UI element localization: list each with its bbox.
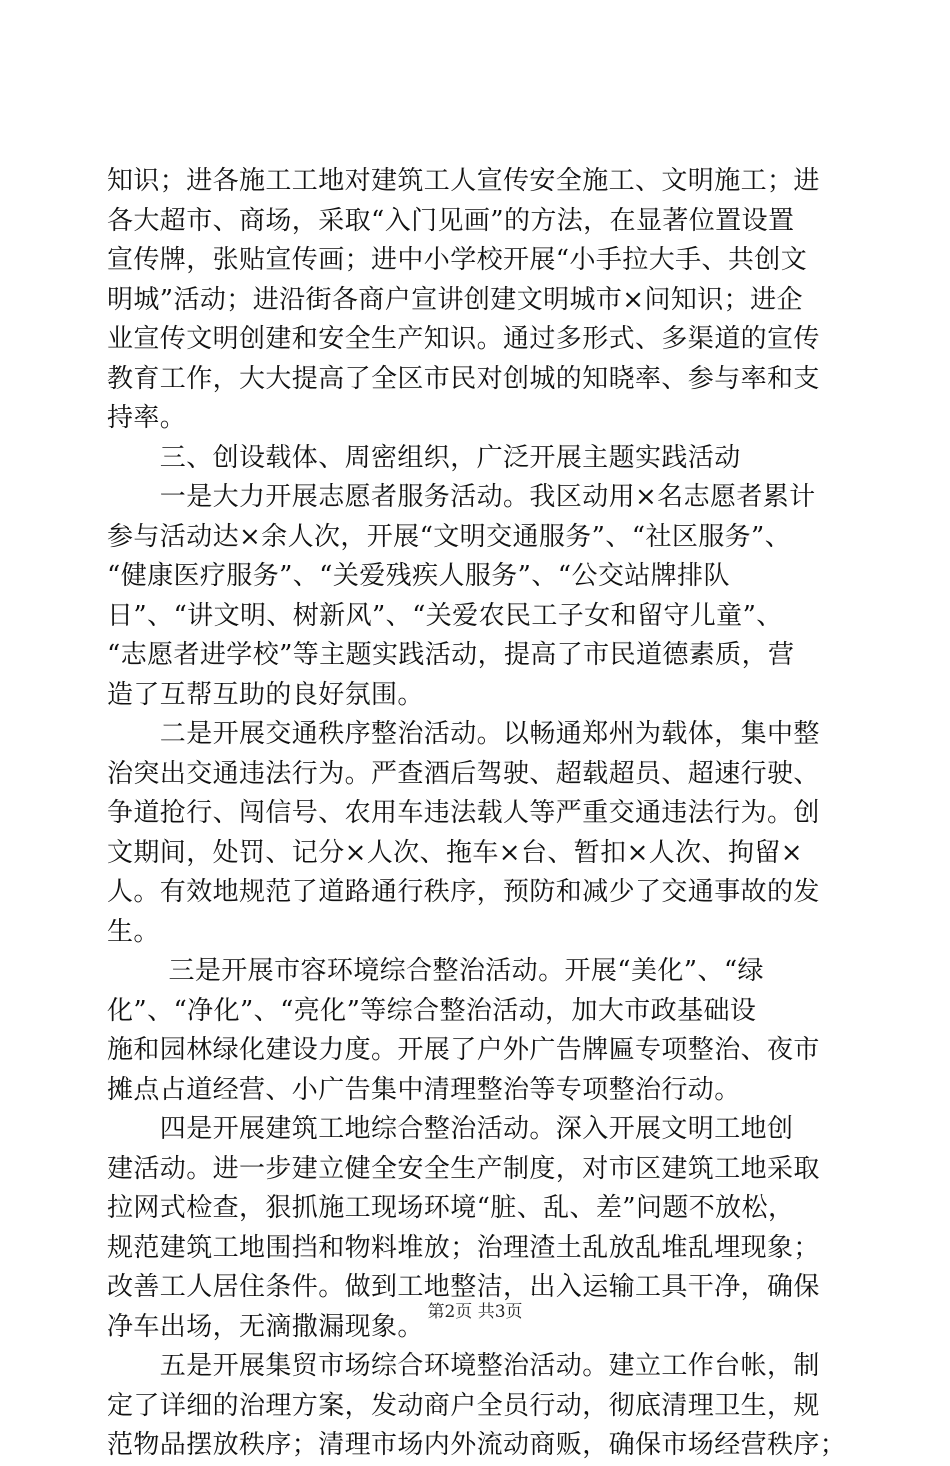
text-line: 文期间，处罚、记分×人次、拖车×台、暂扣×人次、拘留× <box>107 837 803 868</box>
text-line: 生。 <box>107 916 160 947</box>
text-line: 拉网式检查，狠抓施工现场环境“脏、乱、差”问题不放松， <box>107 1193 795 1223</box>
text-line: 知识；进各施工工地对建筑工人宣传安全施工、文明施工；进 <box>107 166 820 196</box>
text-line: 日”、“讲文明、树新风”、“关爱农民工子女和留守儿童”、 <box>107 600 783 631</box>
text-line: 人。有效地规范了道路通行秩序，预防和减少了交通事故的发 <box>107 877 820 907</box>
text-line: 建活动。进一步建立健全安全生产制度，对市区建筑工地采取 <box>107 1153 820 1184</box>
text-line: 规范建筑工地围挡和物料堆放；治理渣土乱放乱堆乱埋现象； <box>107 1232 820 1263</box>
text-line: “健康医疗服务”、“关爱残疾人服务”、“公交站牌排队 <box>107 561 730 591</box>
text-line: 持率。 <box>107 403 187 433</box>
text-line: 参与活动达×余人次，开展“文明交通服务”、“社区服务”、 <box>107 521 792 552</box>
text-line: 业宣传文明创建和安全生产知识。通过多形式、多渠道的宣传 <box>107 324 820 354</box>
text-line: 宣传牌，张贴宣传画；进中小学校开展“小手拉大手、共创文 <box>107 245 808 275</box>
text-line: 净车出场，无滴撒漏现象。 <box>107 1311 424 1342</box>
text-line: 一是大力开展志愿者服务活动。我区动用×名志愿者累计 <box>107 482 816 512</box>
page-number-footer: 第2页 共3页 <box>427 1302 523 1322</box>
text-line: 施和园林绿化建设力度。开展了户外广告牌匾专项整治、夜市 <box>107 1035 820 1065</box>
text-line: 争道抢行、闯信号、农用车违法载人等严重交通违法行为。创 <box>107 798 820 828</box>
text-line: 各大超市、商场，采取“入门见画”的方法，在显著位置设置 <box>107 205 795 236</box>
text-line: 四是开展建筑工地综合整治活动。深入开展文明工地创 <box>107 1114 794 1144</box>
text-line: 二是开展交通秩序整治活动。以畅通郑州为载体，集中整 <box>107 719 820 749</box>
text-line: 五是开展集贸市场综合环境整治活动。建立工作台帐，制 <box>107 1351 820 1381</box>
text-line: 范物品摆放秩序；清理市场内外流动商贩，确保市场经营秩序； <box>107 1430 847 1460</box>
text-line: 三是开展市容环境综合整治活动。开展“美化”、“绿 <box>107 956 764 986</box>
text-line: 摊点占道经营、小广告集中清理整治等专项整治行动。 <box>107 1074 741 1105</box>
text-line: 改善工人居住条件。做到工地整洁，出入运输工具干净，确保 <box>107 1272 820 1302</box>
body-text <box>107 162 847 1466</box>
text-line: 造了互帮互助的良好氛围。 <box>107 679 424 710</box>
text-line: 明城”活动；进沿街各商户宣讲创建文明城市×问知识；进企 <box>107 284 803 315</box>
section-heading: 三、创设载体、周密组织，广泛开展主题实践活动 <box>107 442 741 473</box>
text-line: 定了详细的治理方案，发动商户全员行动，彻底清理卫生，规 <box>107 1390 820 1421</box>
text-line: 教育工作，大大提高了全区市民对创城的知晓率、参与率和支 <box>107 363 820 394</box>
text-line: 治突出交通违法行为。严查酒后驾驶、超载超员、超速行驶、 <box>107 758 820 789</box>
text-line: 化”、“净化”、“亮化”等综合整治活动，加大市政基础设 <box>107 995 757 1026</box>
text-line: “志愿者进学校”等主题实践活动，提高了市民道德素质，营 <box>107 640 795 670</box>
